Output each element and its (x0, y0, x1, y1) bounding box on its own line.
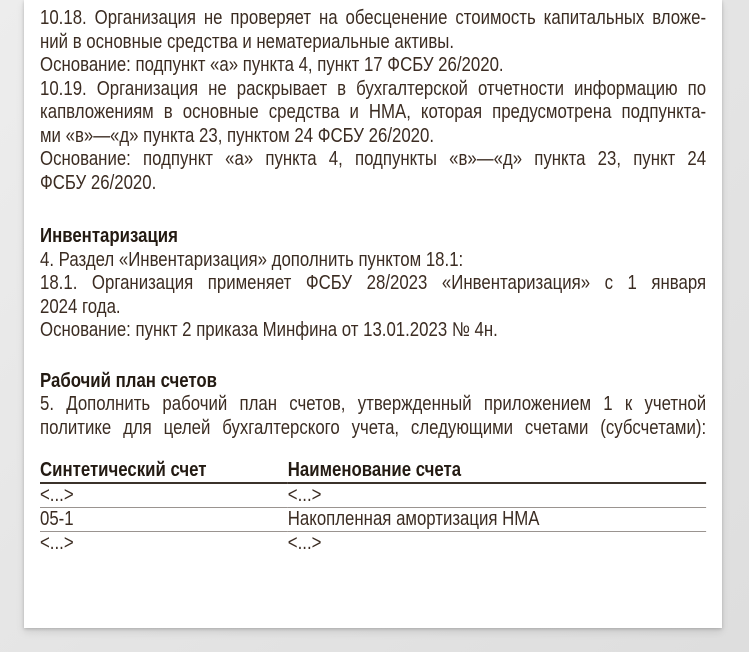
table-row (40, 483, 706, 508)
paragraph-10-19 (40, 78, 706, 149)
text-line: Основание: подпункт «а» пункта 4, подпункты «в»—«д» пункта 23, пункт 24 (40, 148, 707, 170)
table-cell: <...> (287, 532, 322, 554)
table-cell: <...> (288, 483, 706, 508)
text-line: 4. Раздел «Инвентаризация» дополнить пунктом 18.1: (40, 248, 464, 271)
paragraph-basis-3 (40, 319, 706, 343)
paragraph-basis-2 (40, 148, 706, 195)
document-content (40, 0, 706, 555)
table-header-cell-synthetic-account: Синтетический счет (40, 461, 288, 483)
text-line: ми «в»—«д» пункта 23, пунктом 24 ФСБУ 26/2020. (40, 124, 435, 147)
table-header-row (40, 461, 706, 483)
text-line: 2024 года. (40, 295, 121, 318)
paragraph-18-1 (40, 272, 706, 319)
accounts-table (40, 461, 706, 555)
text-line: 10.18. Организация не проверяет на обесценение стоимость капитальных вложе- (40, 7, 707, 29)
paragraph-10-18 (40, 7, 706, 54)
text-line: ний в основные средства и нематериальные активы. (40, 30, 454, 53)
table-row (40, 508, 706, 532)
section-heading-inventory: Инвентаризация (40, 225, 178, 247)
table-cell: <...> (40, 532, 74, 554)
text-line: Основание: пункт 2 приказа Минфина от 13.01.2023 № 4н. (40, 319, 498, 341)
text-line: 10.19. Организация не раскрывает в бухгалтерской отчетности информацию по (40, 77, 707, 100)
text-line: политике для целей бухгалтерского учета, следующими счетами (субсчетами): (40, 416, 707, 439)
text-line: Основание: подпункт «а» пункта 4, пункт 17 ФСБУ 26/2020. (40, 54, 504, 76)
paper-page (24, 0, 722, 628)
text-line: 5. Дополнить рабочий план счетов, утвержденный приложением 1 к учетной (40, 393, 707, 415)
table-header-cell-account-name: Наименование счета (288, 461, 706, 483)
text-line: капвложениям в основные средства и НМА, которая предусмотрена подпункта- (40, 101, 707, 123)
table-cell: 05-1 (40, 508, 288, 532)
paragraph-basis-1 (40, 54, 706, 78)
text-line: ФСБУ 26/2020. (40, 171, 157, 194)
paragraph-section-4 (40, 249, 706, 273)
section-heading-chart-of-accounts: Рабочий план счетов (40, 369, 217, 392)
table-row (40, 532, 706, 556)
table-cell: Накопленная амортизация НМА (288, 508, 706, 532)
table-cell: <...> (40, 483, 288, 508)
text-line: 18.1. Организация применяет ФСБУ 28/2023 «Инвентаризация» с 1 января (40, 272, 707, 294)
paragraph-section-5 (40, 393, 706, 440)
